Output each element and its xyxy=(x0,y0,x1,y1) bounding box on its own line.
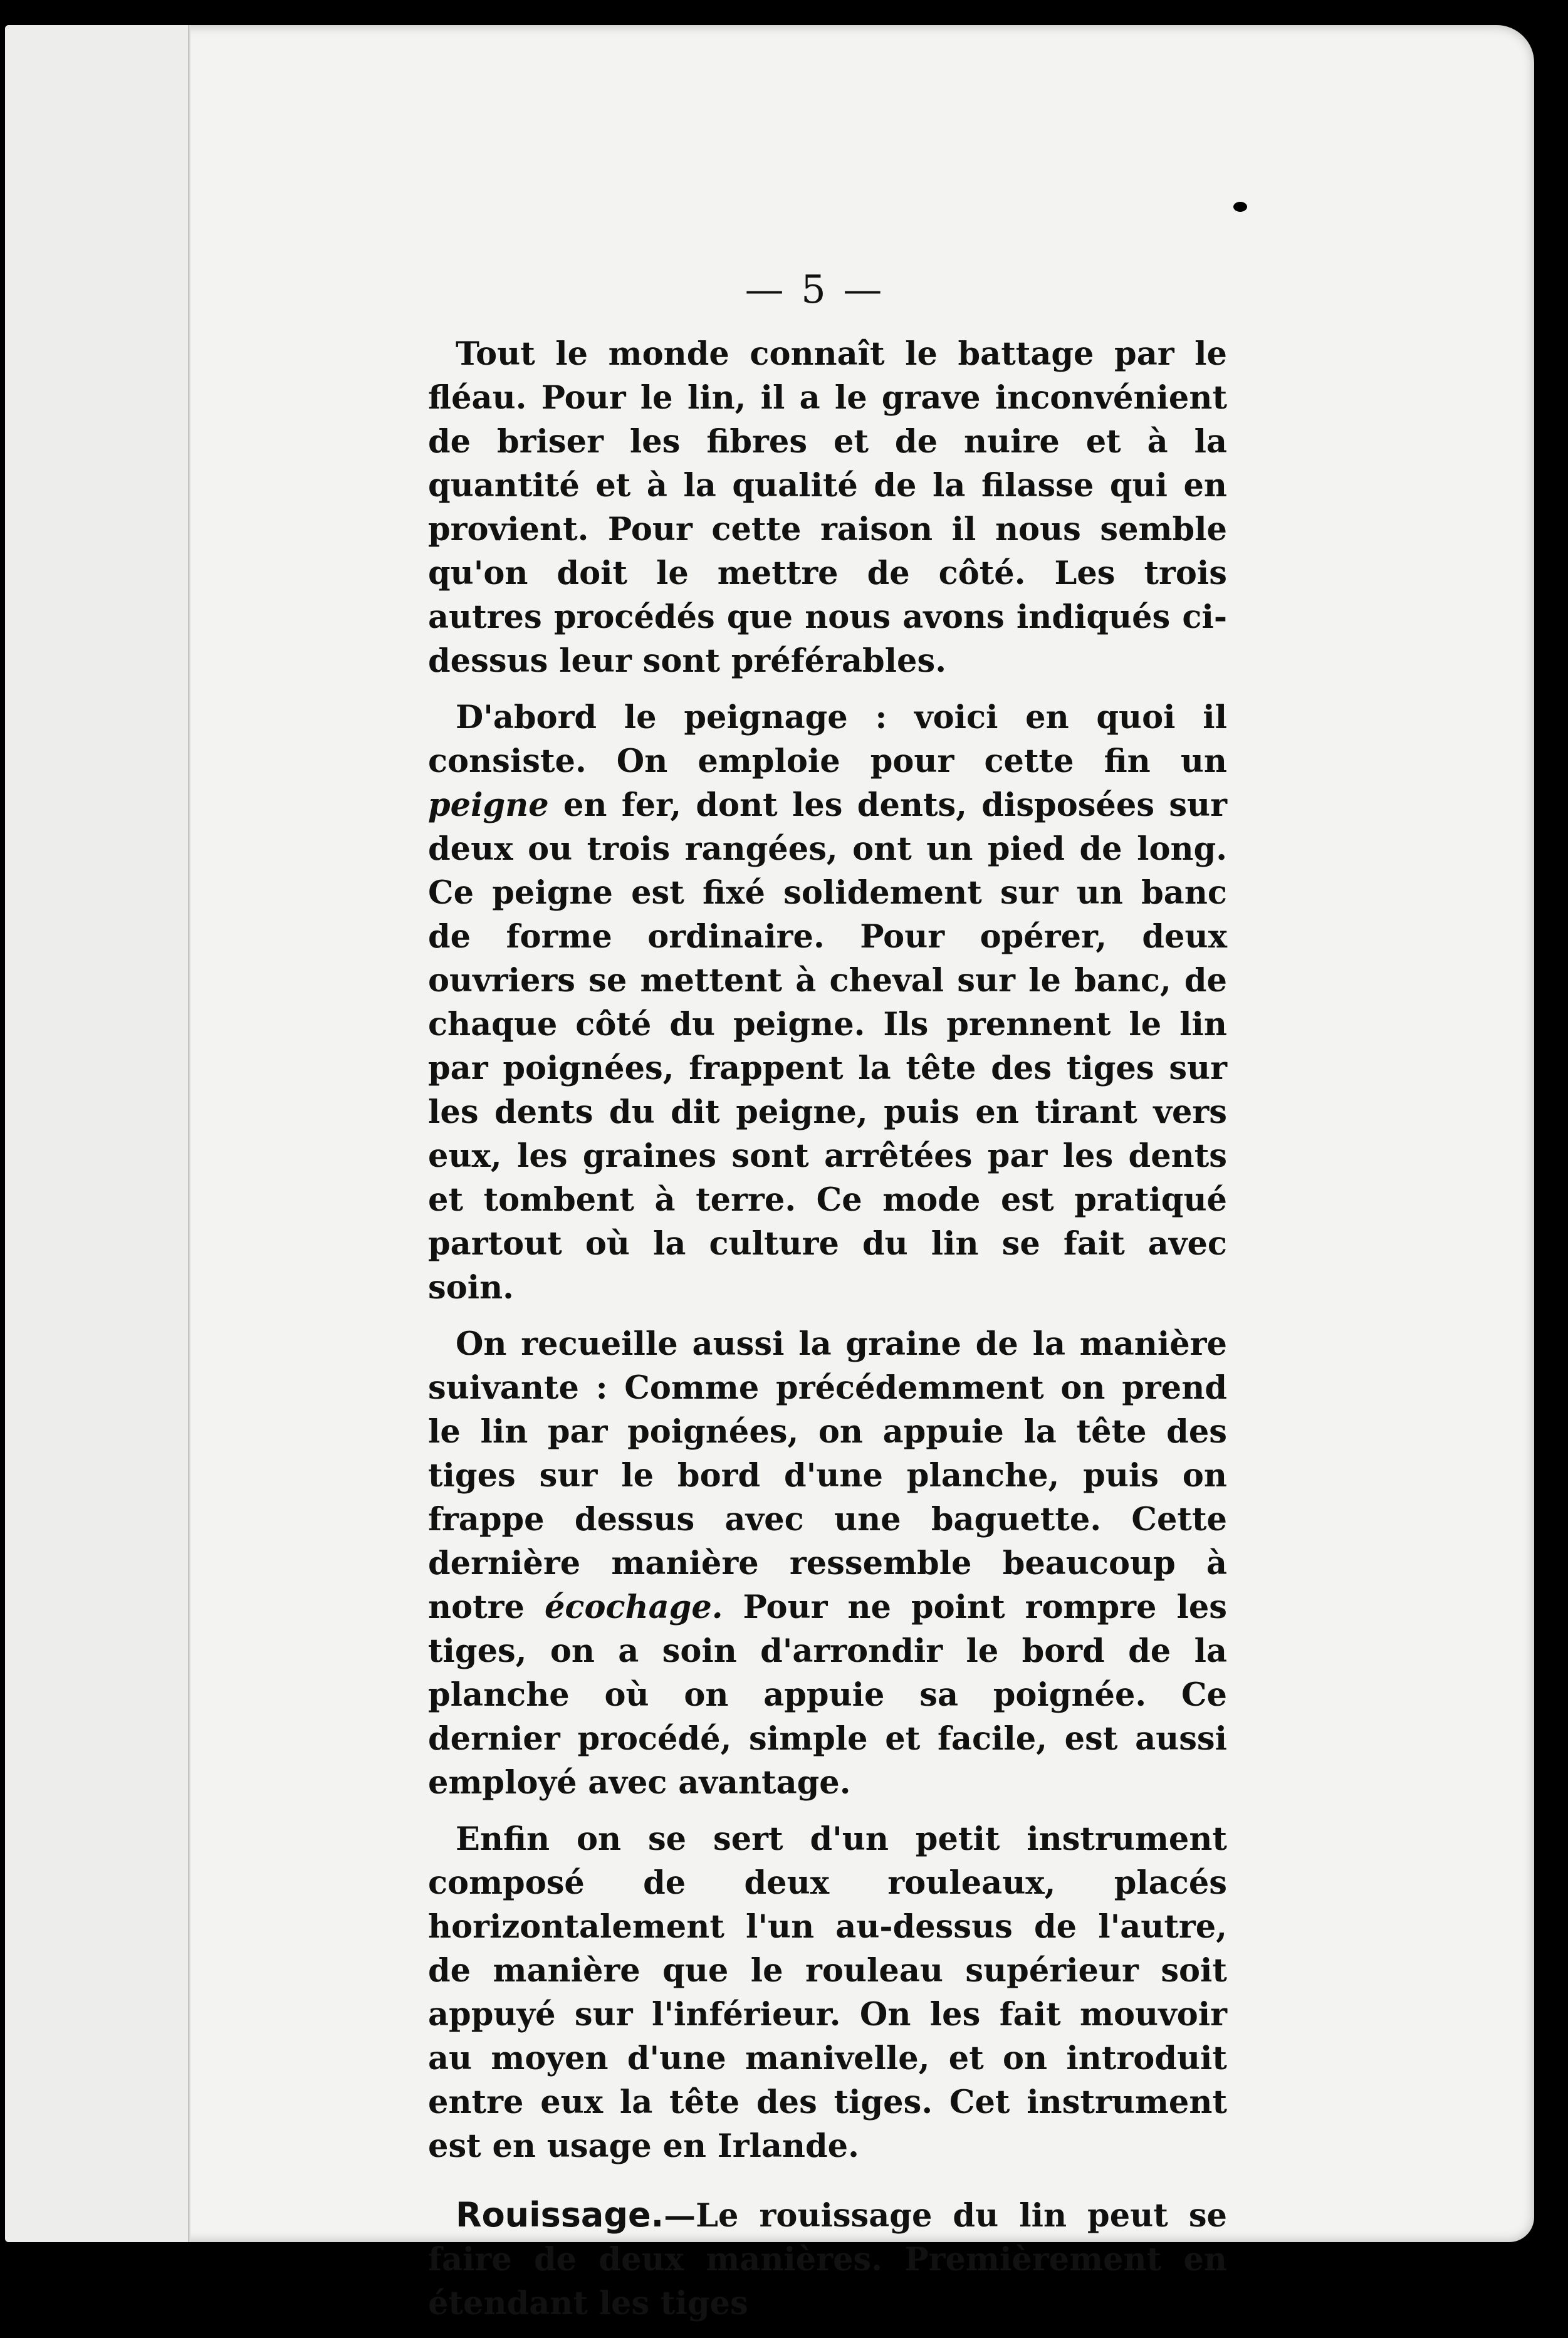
paragraph-rouissage xyxy=(428,2193,1227,2325)
paragraph-planche-part2: Pour ne point rompre les tiges, on a soin d'arrondir le bord de la planche où on appuie sa poignée. Ce dernier procédé, simple et facile, est aussi employé avec avantage. xyxy=(428,1589,1227,1802)
page-fold xyxy=(188,25,191,2242)
term-peigne: peigne xyxy=(428,786,549,824)
paragraph-planche-part1: On recueille aussi la graine de la manière suivante : Comme précédemment on prend le lin par poignées, on appuie la tête des tiges sur le bord d'une planche, puis on frappe dessus avec une baguette. Cette dernière manière ressemble beaucoup à notre xyxy=(428,1325,1227,1626)
ink-mark xyxy=(1233,202,1247,212)
page-number: — 5 — xyxy=(745,266,885,312)
facing-page-strip xyxy=(5,25,188,2242)
paragraph-rouissage-text: —Le rouissage du lin peut se faire de deux manières. Premièrement en étendant les tiges xyxy=(428,2197,1227,2322)
paragraph-rouleaux: Enfin on se sert d'un petit instrument composé de deux rouleaux, placés horizontalement l'un au-dessus de l'autre, de manière que le rouleau supérieur soit appuyé sur l'inférieur. On les fait mouvoir au moyen d'une manivelle, et on introduit entre eux la tête des tiges. Cet instrument est en usage en Irlande. xyxy=(428,1820,1227,2165)
paragraph-peignage xyxy=(428,696,1227,1310)
term-ecochage: écochage. xyxy=(544,1589,723,1626)
body-text xyxy=(428,332,1227,2338)
paragraph-peignage-part2: en fer, dont les dents, disposées sur deux ou trois rangées, ont un pied de long. Ce peigne est fixé solidement sur un banc de forme ordinaire. Pour opérer, deux ouvriers se mettent à cheval sur le banc, de chaque côté du peigne. Ils prennent le lin par poignées, frappent la tête des tiges sur les dents du dit peigne, puis en tirant vers eux, les graines sont arrêtées par les dents et tombent à terre. Ce mode est pratiqué partout où la culture du lin se fait avec soin. xyxy=(428,786,1227,1307)
paragraph-planche xyxy=(428,1322,1227,1805)
paragraph-battage: Tout le monde connaît le battage par le fléau. Pour le lin, il a le grave inconvénient de briser les fibres et de nuire et à la quantité et à la qualité de la filasse qui en provient. Pour cette raison il nous semble qu'on doit le mettre de côté. Les trois autres procédés que nous avons indiqués ci-dessus leur sont préférables. xyxy=(428,335,1227,680)
paragraph-peignage-part1: D'abord le peignage : voici en quoi il consiste. On emploie pour cette fin un xyxy=(428,699,1227,780)
section-heading: Rouissage. xyxy=(456,2195,664,2235)
